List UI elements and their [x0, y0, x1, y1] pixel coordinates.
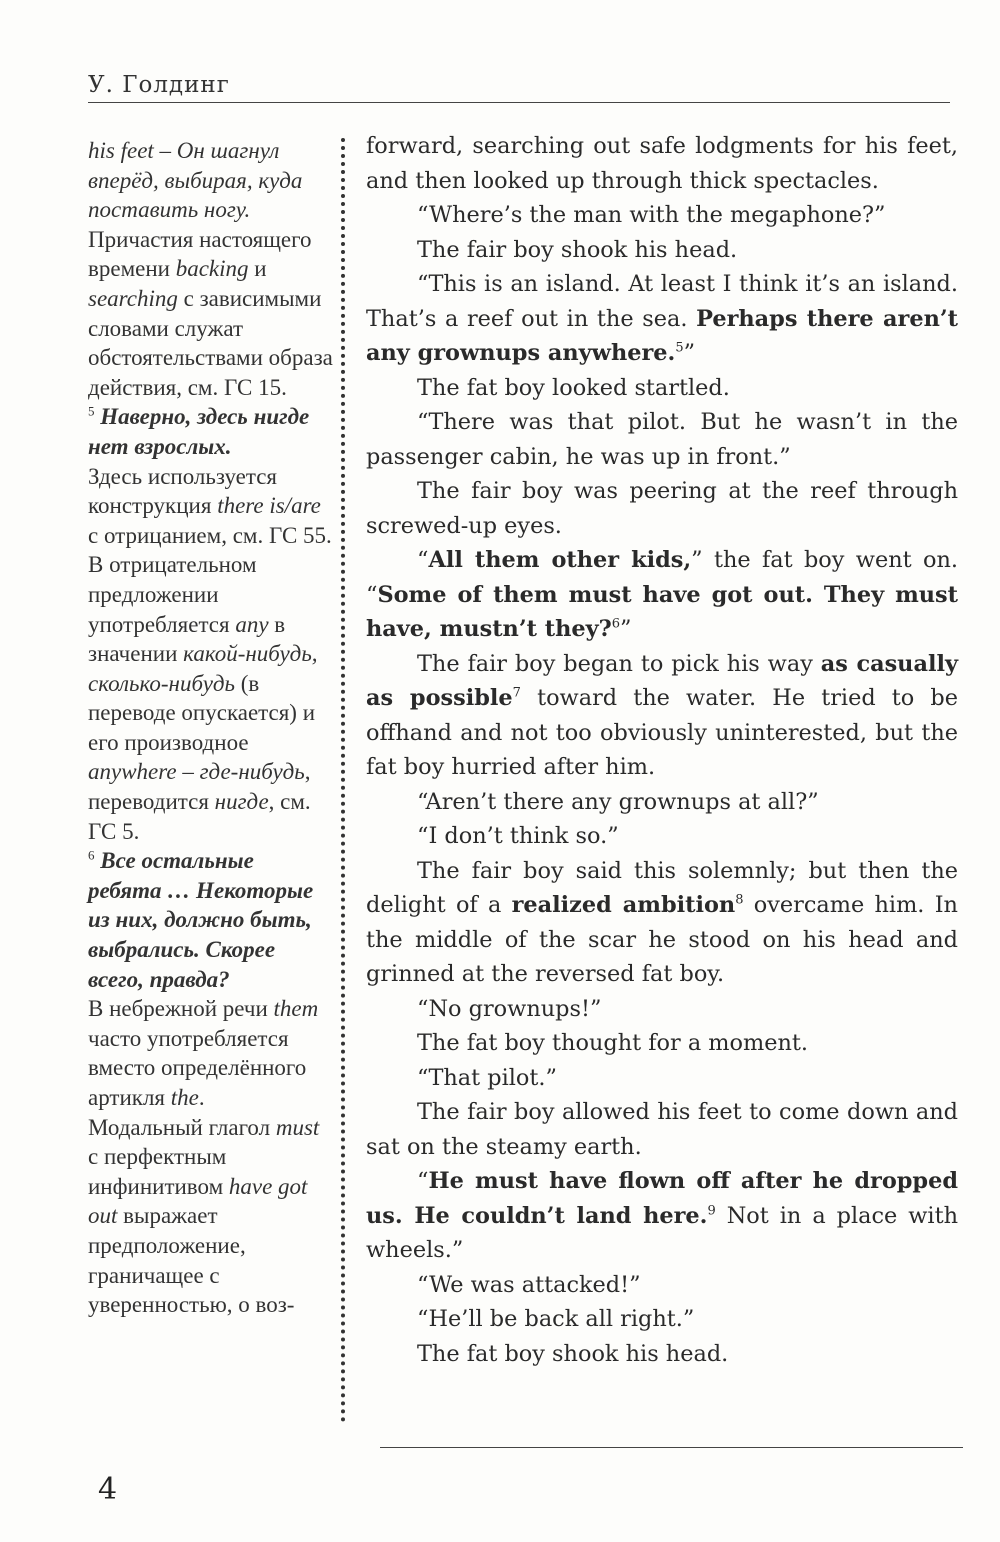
running-header: У. Голдинг [88, 72, 230, 98]
header-rule [88, 102, 950, 103]
bottom-rule [380, 1447, 963, 1448]
highlighted-phrase: Some of them must have got out. They must have, mustn’t they? [366, 581, 958, 642]
paragraph: “All them other kids,” the fat boy went on. “Some of them must have got out. They must have, mustn’t they?$^6$” [366, 547, 958, 642]
paragraph: The fair boy was peering at the reef through screwed-up eyes. [366, 478, 958, 539]
paragraph: “No grownups!” [417, 995, 602, 1022]
footnote-marker: 8 [735, 892, 744, 908]
paragraph: “I don’t think so.” [417, 823, 619, 849]
footnote-marker: 7 [512, 685, 521, 701]
dotted-column-divider [341, 138, 345, 1423]
paragraph: “There was that pilot. But he wasn’t in the passenger cabin, he was up in front.” [366, 409, 958, 470]
note-6-marker: 6 [88, 847, 95, 863]
paragraph: “Aren’t there any grownups at all?” [417, 788, 819, 815]
paragraph: The fair boy shook his head. [417, 236, 738, 263]
note-5 [88, 402, 333, 461]
paragraph: The fair boy allowed his feet to come down and sat on the steamy earth. [366, 1099, 958, 1160]
note-6-must: Модальный глагол must с перфектным инфинитивом have got out выражает предположение, граничащее с уверенностью, о воз- [88, 1114, 320, 1318]
highlighted-phrase: He must have flown off after he dropped us. He couldn’t land here. [366, 1168, 958, 1229]
footnote-marker: 6 [611, 616, 621, 632]
paragraph: “He must have flown off after he dropped us. He couldn’t land here.$^9$ Not in a place with wheels.” [366, 1168, 959, 1263]
paragraph: The fair boy said this solemnly; but then the delight of a realized ambition$^8$ overcame him. In the middle of the scar he stood on his head and grinned at the reversed fat boy. [366, 857, 958, 987]
footnote-marker: 5 [675, 340, 684, 356]
paragraph: “He’ll be back all right.” [417, 1306, 695, 1332]
vocabulary-notes-column [88, 136, 333, 1320]
note-6-them: В небрежной речи them часто употребляется вместо определённого артикля the. [88, 996, 319, 1110]
highlighted-phrase: realized ambition [511, 892, 736, 918]
paragraph: “Where’s the man with the megaphone?” [417, 202, 886, 228]
paragraph: “This is an island. At least I think it’s an island. That’s a reef out in the sea. Perhaps there aren’t any grownups anywhere.$^5$” [366, 271, 958, 366]
footnote-marker: 9 [707, 1203, 716, 1219]
page-number: 4 [98, 1472, 118, 1507]
note-5-marker: 5 [88, 403, 95, 419]
note-5-grammar: Здесь используется конструкция there is/are с отрицанием, см. ГС 55. [88, 463, 332, 548]
paragraph: The fat boy thought for a moment. [417, 1030, 809, 1056]
paragraph: The fat boy shook his head. [417, 1340, 729, 1367]
paragraph: The fat boy looked startled. [417, 374, 730, 401]
note-5-any: В отрицательном предложении употребляется any в значении какой-нибудь, сколько-нибудь (в переводе опускается) и его производное anywhere – где-нибудь, переводится нигде, см. ГС 5. [88, 552, 318, 844]
note-6-translation: Все остальные ребята … Некоторые из них, должно быть, выбрались. Скорее всего, правда? [88, 848, 314, 992]
highlighted-phrase: Perhaps there aren’t any grownups anywhere. [366, 305, 958, 366]
note-6 [88, 846, 333, 994]
paragraph: forward, searching out safe lodgments for his feet, and then looked up through thick spectacles. [366, 133, 958, 194]
paragraph: “That pilot.” [417, 1064, 557, 1091]
note-4-gloss: his feet – Он шагнул вперёд, выбирая, куда поставить ногу. [88, 138, 303, 223]
note-5-translation: Наверно, здесь нигде нет взрослых. [88, 404, 310, 459]
highlighted-phrase: All them other kids, [428, 547, 692, 573]
note-4: his feet – Он шагнул вперёд, выбирая, куда поставить ногу. Причастия настоящего времени backing и searching с зависимыми словами служат обстоятельствами образа действия, см. ГС 15. [88, 138, 333, 400]
paragraph: “We was attacked!” [417, 1271, 641, 1298]
main-text-column [366, 129, 958, 1371]
highlighted-phrase: as casually as possible [366, 650, 958, 711]
paragraph: The fair boy began to pick his way as casually as possible$^7$ toward the water. He tried to be offhand and not too obviously uninterested, but the fat boy hurried after him. [366, 650, 959, 780]
